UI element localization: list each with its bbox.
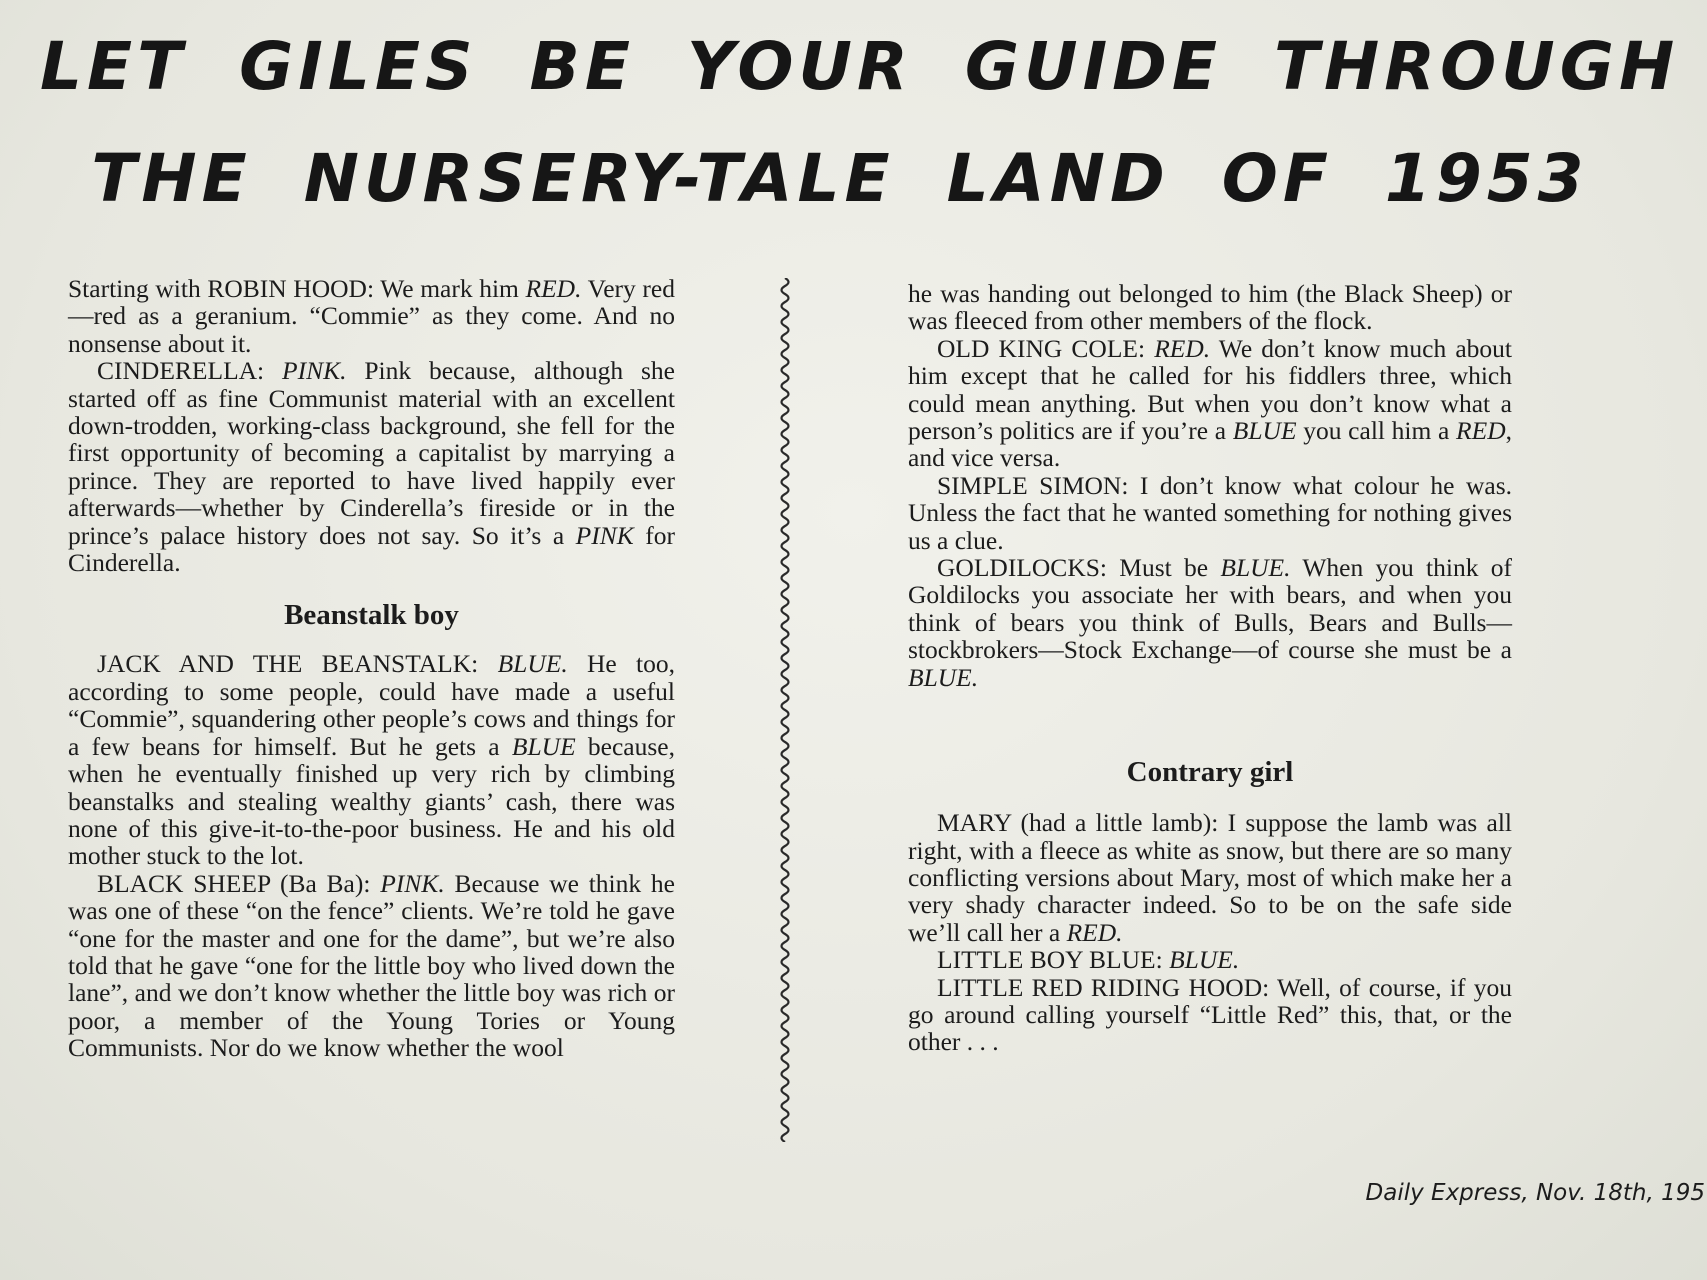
verdict-pink: PINK.	[380, 868, 445, 898]
text-run: We don’t know much about him except that he called for his fiddlers three, which could mean anything. But when you don’t know what a person’s politics are if you’re a	[908, 333, 1512, 446]
paragraph-old-king-cole	[908, 335, 1512, 472]
verdict-pink: PINK	[575, 520, 634, 550]
text-run: because, when he eventually finished up very rich by climbing beanstalks and stealing wealthy giants’ cash, there was none of this give-it-to-the-poor business. He and his old mother stuck to the lot.	[68, 731, 675, 871]
text-run: He too, according to some people, could have made a useful “Commie”, squandering other people’s cows and things for a few beans for himself. But he gets a	[68, 649, 675, 761]
paragraph-little-boy-blue	[908, 946, 1512, 973]
paragraph-robin-hood	[68, 275, 675, 357]
source-credit: Daily Express, Nov. 18th, 195	[1365, 1180, 1705, 1206]
paragraph-black-sheep	[68, 870, 675, 1062]
text-run: BLACK SHEEP (Ba Ba):	[97, 868, 381, 898]
verdict-blue: BLUE.	[1169, 945, 1240, 975]
text-run: Very red—red as a geranium. “Commie” as they come. And no nonsense about it.	[68, 274, 675, 358]
text-run: Because we think he was one of these “on the fence” clients. We’re told he gave “one for the master and one for the dame”, but we’re also told that he gave “one for the little boy who lived down the lane”, and we don’t know whether the little boy was rich or poor, a member of the Young Tories or Young Communists. Nor do we know whether the wool	[68, 868, 675, 1063]
headline-line-2: THE NURSERY-TALE LAND OF 1953	[91, 140, 1589, 217]
verdict-red: RED.	[525, 274, 582, 303]
text-run: When you think of Goldilocks you associate her with bears, and when you think of bears you think of Bulls, Bears and Bulls—stockbrokers—Stock Exchange—of course she must be a	[908, 553, 1512, 665]
text-run: GOLDILOCKS: Must be	[937, 553, 1221, 583]
subhead-contrary-girl: Contrary girl	[1126, 756, 1294, 789]
paragraph-simple-simon: SIMPLE SIMON: I don’t know what colour he was. Unless the fact that he wanted something for nothing gives us a clue.	[908, 470, 1512, 555]
text-run: Pink because, although she started off as fine Communist material with an excellent down-trodden, working-class background, she fell for the first opportunity of becoming a capitalist by marrying a prince. They are reported to have lived happily ever afterwards—whether by Cinderella’s fireside or in the prince’s palace history does not say. So it’s a	[68, 356, 675, 550]
text-run: CINDERELLA:	[97, 356, 283, 386]
text-run: Starting with ROBIN HOOD: We mark him	[68, 274, 526, 303]
text-run: MARY (had a little lamb): I suppose the lamb was all right, with a fleece as white as snow, but there are so many conflicting versions about Mary, most of which make her a very shady character indeed. So to be on the safe side we’ll call her a	[908, 808, 1512, 947]
text-run: you call him a	[1296, 416, 1457, 446]
verdict-red: RED.	[1066, 917, 1123, 947]
verdict-blue: BLUE.	[908, 662, 979, 692]
paragraph-jack-beanstalk	[68, 650, 675, 869]
paragraph-mary	[908, 809, 1512, 946]
right-column	[908, 280, 1512, 1056]
wavy-column-divider	[775, 278, 795, 1142]
verdict-red: RED	[1456, 416, 1506, 446]
text-run: , and vice versa.	[908, 416, 1512, 473]
text-run: LITTLE BOY BLUE:	[937, 945, 1170, 975]
verdict-blue: BLUE	[511, 731, 576, 761]
verdict-pink: PINK.	[282, 356, 347, 386]
headline-line-1: LET GILES BE YOUR GUIDE THROUGH	[40, 28, 1680, 105]
paragraph-little-red-riding-hood: LITTLE RED RIDING HOOD: Well, of course, if you go around calling yourself “Little Red” this, that, or the other . . .	[908, 972, 1512, 1057]
verdict-blue: BLUE.	[497, 649, 568, 679]
text-run: for Cinderella.	[68, 520, 675, 578]
paragraph-black-sheep-continued: he was handing out belonged to him (the Black Sheep) or was fleeced from other members of the flock.	[908, 279, 1512, 336]
paragraph-cinderella	[68, 357, 675, 576]
subhead-beanstalk-boy: Beanstalk boy	[284, 599, 459, 632]
text-run: OLD KING COLE:	[937, 333, 1155, 363]
verdict-blue: BLUE.	[1220, 553, 1291, 583]
verdict-blue: BLUE	[1232, 416, 1297, 446]
left-column	[68, 275, 675, 1062]
text-run: JACK AND THE BEANSTALK:	[97, 649, 498, 679]
verdict-red: RED.	[1154, 333, 1211, 363]
paragraph-goldilocks	[908, 554, 1512, 691]
